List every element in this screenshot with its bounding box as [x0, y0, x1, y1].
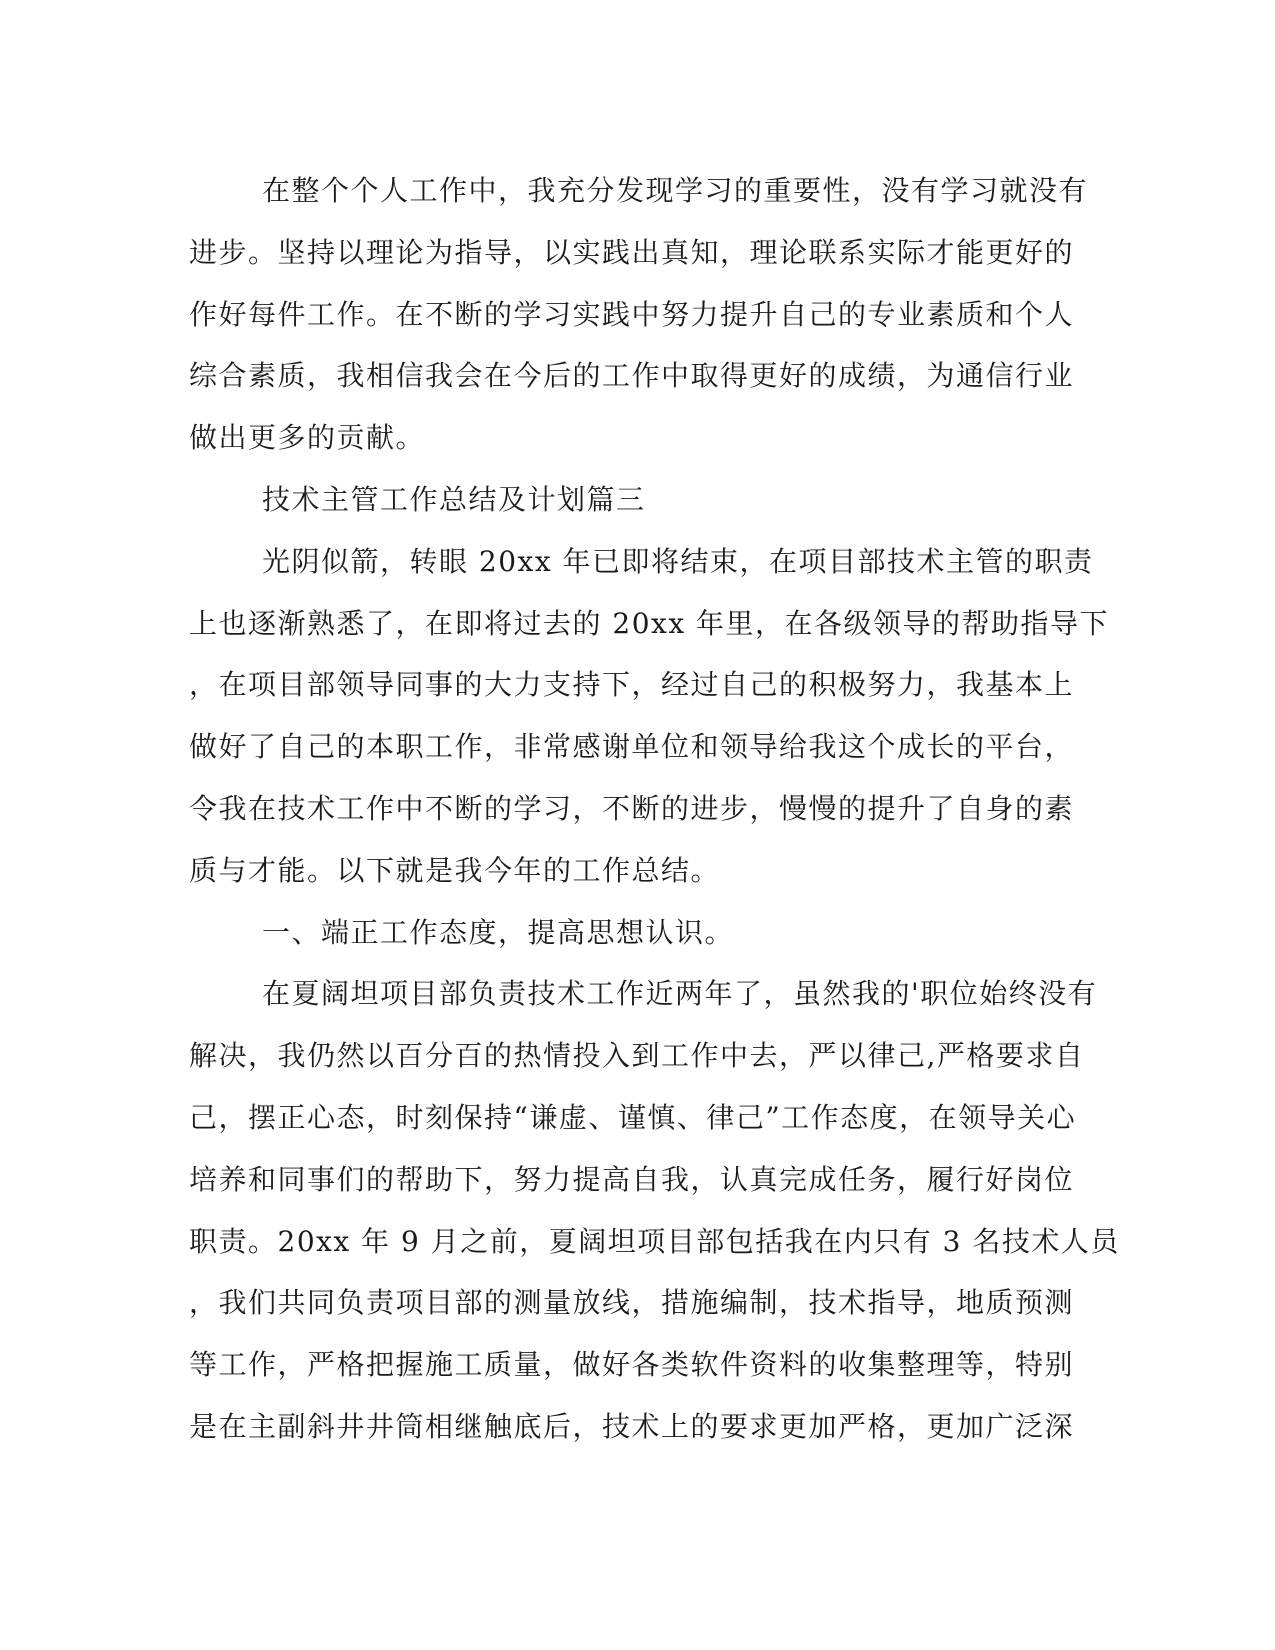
text-line: 是在主副斜井井筒相继触底后，技术上的要求更加严格，更加广泛深: [189, 1409, 1075, 1443]
text-line: 己，摆正心态，时刻保持“谦虚、谨慎、律己”工作态度，在领导关心: [189, 1100, 1077, 1134]
text-line: 做好了自己的本职工作，非常感谢单位和领导给我这个成长的平台，: [189, 730, 1075, 764]
text-line: 上也逐渐熟悉了，在即将过去的 20xx 年里，在各级领导的帮助指导下: [189, 606, 1110, 640]
text-line: 解决，我仍然以百分百的热情投入到工作中去，严以律己,严格要求自: [189, 1039, 1085, 1073]
text-line: 综合素质，我相信我会在今后的工作中取得更好的成绩，为通信行业: [189, 359, 1075, 393]
text-line: 在夏阔坦项目部负责技术工作近两年了，虽然我的'职位始终没有: [262, 977, 1098, 1011]
text-line: 质与才能。以下就是我今年的工作总结。: [189, 853, 721, 887]
text-line: ，在项目部领导同事的大力支持下，经过自己的积极努力，我基本上: [189, 668, 1075, 702]
text-line: 一、端正工作态度，提高思想认识。: [262, 915, 735, 949]
text-line: 令我在技术工作中不断的学习，不断的进步，慢慢的提升了自身的素: [189, 791, 1075, 825]
text-line: 作好每件工作。在不断的学习实践中努力提升自己的专业素质和个人: [189, 297, 1075, 331]
text-line: 进步。坚持以理论为指导，以实践出真知，理论联系实际才能更好的: [189, 235, 1075, 269]
text-line: 培养和同事们的帮助下，努力提高自我，认真完成任务，履行好岗位: [189, 1162, 1075, 1196]
text-line: 做出更多的贡献。: [189, 421, 426, 455]
text-line: 技术主管工作总结及计划篇三: [262, 482, 646, 516]
text-line: 光阴似箭，转眼 20xx 年已即将结束，在项目部技术主管的职责: [262, 544, 1094, 578]
text-line: 职责。20xx 年 9 月之前，夏阔坦项目部包括我在内只有 3 名技术人员: [189, 1224, 1120, 1258]
text-line: ，我们共同负责项目部的测量放线，措施编制，技术指导，地质预测: [189, 1286, 1075, 1320]
text-line: 等工作，严格把握施工质量，做好各类软件资料的收集整理等，特别: [189, 1348, 1075, 1382]
body-text: [189, 160, 1120, 1458]
text-line: 在整个个人工作中，我充分发现学习的重要性，没有学习就没有: [262, 174, 1089, 207]
